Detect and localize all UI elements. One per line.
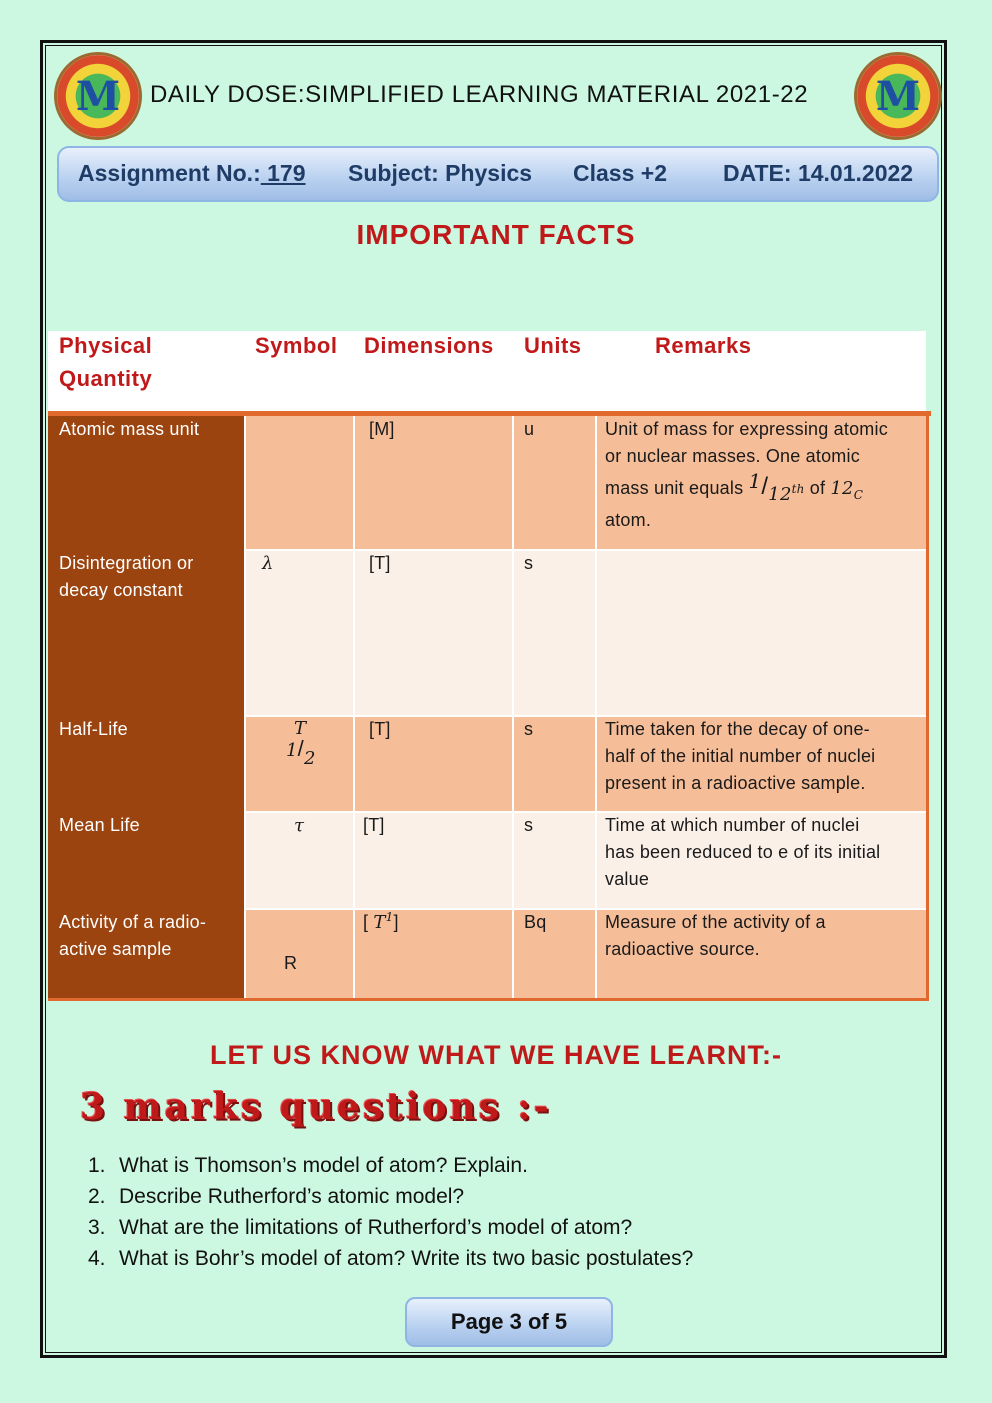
facts-table-body: [48, 416, 929, 1001]
table-cell-remarks: Time taken for the decay of one- half of the initial number of nuclei present in a radioactive sample.: [605, 719, 876, 793]
class-label: Class +2: [573, 160, 667, 186]
table-cell-units: u: [524, 419, 535, 439]
section-title: IMPORTANT FACTS: [356, 219, 636, 250]
facts-table-header: [48, 331, 926, 413]
fraction-numerator: 1: [748, 469, 762, 493]
assignment-number: 179: [260, 160, 306, 186]
list-item: 2. Describe Rutherford’s atomic model?: [88, 1185, 465, 1208]
table-cell-dimensions: [T]: [369, 719, 391, 739]
table-cell-dimensions: [T]: [363, 815, 385, 835]
table-cell-units: s: [524, 553, 534, 573]
row-divider: [245, 715, 926, 717]
table-cell-units: s: [524, 719, 534, 739]
date-label: DATE: 14.01.2022: [723, 160, 914, 186]
document-title: DAILY DOSE:SIMPLIFIED LEARNING MATERIAL 2021-22: [150, 81, 809, 108]
column-divider: [595, 416, 597, 998]
row-divider: [245, 908, 926, 910]
table-cell-symbol: T 1/2: [286, 718, 316, 769]
assignment-label: Assignment No.: 179: [78, 160, 306, 186]
header-dimensions: Dimensions: [364, 333, 494, 358]
assignment-info-bar: [57, 146, 939, 202]
header-physical-quantity: Physical Quantity: [59, 333, 153, 391]
table-row-quantity: Atomic mass unit: [59, 419, 200, 439]
table-cell-symbol: λ: [262, 553, 274, 574]
list-item: 1. What is Thomson’s model of atom? Explain.: [88, 1154, 528, 1177]
questions-list: [88, 1150, 693, 1274]
row-divider: [245, 549, 926, 551]
mission-logo-icon: [854, 52, 942, 140]
table-row-quantity: Half-Life: [59, 719, 128, 739]
logo-glyph: M: [875, 73, 921, 120]
column-divider: [512, 416, 514, 998]
learnt-section-title: LET US KNOW WHAT WE HAVE LEARNT:-: [210, 1040, 782, 1070]
table-cell-units: Bq: [524, 912, 547, 932]
table-cell-symbol: R: [284, 953, 298, 973]
fraction-denominator: 12: [768, 484, 792, 505]
subject-label: Subject: Physics: [348, 160, 533, 186]
list-item: 3. What are the limitations of Rutherford’s model of atom?: [88, 1216, 633, 1239]
table-row-quantity: Mean Life: [59, 815, 140, 835]
table-cell-remarks: Unit of mass for expressing atomic or nuclear masses. One atomic mass unit equals 1/12th of $12_C$ atom.: [605, 419, 888, 530]
table-cell-dimensions: [T]: [369, 553, 391, 573]
header-remarks: Remarks: [655, 333, 752, 358]
logo-glyph: M: [75, 73, 121, 120]
table-cell-remarks: Measure of the activity of a radioactive source.: [605, 912, 826, 959]
table-cell-units: s: [524, 815, 534, 835]
table-cell-dimensions: [ $T^1$]: [363, 910, 399, 933]
header-units: Units: [524, 333, 582, 358]
table-row-quantity: Disintegration or decay constant: [59, 553, 194, 600]
page-indicator: Page 3 of 5: [405, 1297, 613, 1347]
row-divider: [245, 811, 926, 813]
list-item: 4. What is Bohr’s model of atom? Write its two basic postulates?: [88, 1247, 694, 1270]
table-cell-dimensions: [M]: [369, 419, 395, 439]
table-cell-symbol: τ: [294, 815, 305, 836]
table-row-quantity: Activity of a radio- active sample: [59, 912, 207, 959]
mission-logo-icon: [54, 52, 142, 140]
header-symbol: Symbol: [255, 333, 338, 358]
marks-questions-heading: 3 marks questions :-: [80, 1086, 552, 1128]
column-divider: [353, 416, 355, 998]
column-divider: [244, 416, 246, 998]
table-cell-remarks: Time at which number of nuclei has been reduced to e of its initial value: [605, 815, 881, 889]
